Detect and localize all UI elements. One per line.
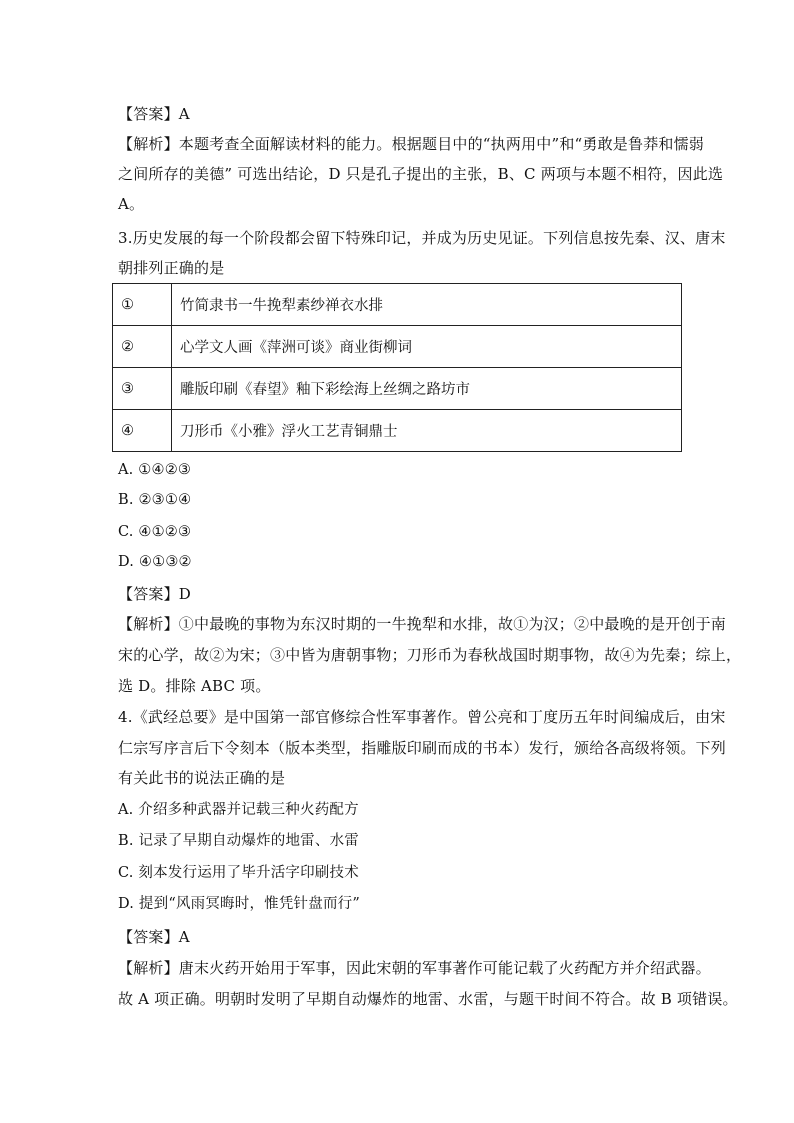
answer-label-q4: 【答案】A — [118, 928, 190, 946]
analysis-q2-line2: 之间所存的美德” 可选出结论，D 只是孔子提出的主张，B、C 两项与本题不相符，因此选 — [118, 165, 724, 183]
q3-option-b: B. ②③①④ — [118, 492, 192, 508]
q3-option-a: A. ①④②③ — [118, 462, 192, 478]
question-3-stem-line2: 朝排列正确的是 — [118, 259, 225, 277]
question-4-stem-line3: 有关此书的说法正确的是 — [118, 769, 286, 787]
q4-option-b: B. 记录了早期自动爆炸的地雷、水雷 — [118, 833, 359, 849]
analysis-q4-line1: 【解析】唐末火药开始用于军事，因此宋朝的军事著作可能记载了火药配方并介绍武器。 — [118, 959, 711, 977]
analysis-q3-line1: 【解析】①中最晚的事物为东汉时期的一牛挽犁和水排，故①为汉；②中最晚的是开创于南 — [118, 615, 727, 633]
question-4-stem-line1: 4.《武经总要》是中国第一部官修综合性军事著作。曾公亮和丁度历五年时间编成后，由宋 — [118, 708, 726, 726]
question-4-stem-line2: 仁宗写序言后下令刻本（版本类型，指雕版印刷而成的书本）发行，颁给各高级将领。下列 — [118, 739, 727, 757]
q3-option-d: D. ④①③② — [118, 554, 192, 570]
row-number: ④ — [113, 410, 172, 452]
answer-label-q3: 【答案】D — [118, 585, 192, 603]
row-number: ③ — [113, 368, 172, 410]
table-row — [113, 410, 682, 452]
analysis-q4-line2: 故 A 项正确。明朝时发明了早期自动爆炸的地雷、水雷，与题干时间不符合。故 B 项错误。 — [118, 990, 738, 1008]
row-text: 竹简隶书一牛挽犁素纱禅衣水排 — [172, 284, 682, 326]
question-3-stem-line1: 3.历史发展的每一个阶段都会留下特殊印记，并成为历史见证。下列信息按先秦、汉、唐末 — [118, 229, 726, 247]
q4-option-d: D. 提到“风雨冥晦时，惟凭针盘而行” — [118, 896, 360, 912]
table-row — [113, 368, 682, 410]
table-row — [113, 326, 682, 368]
analysis-q2-line3: A。 — [118, 195, 145, 213]
answer-label-q2: 【答案】A — [118, 105, 190, 123]
analysis-q3-line2: 宋的心学，故②为宋；③中皆为唐朝事物；刀形币为春秋战国时期事物，故④为先秦；综上， — [118, 646, 742, 664]
row-text: 心学文人画《萍洲可谈》商业街柳词 — [172, 326, 682, 368]
row-number: ② — [113, 326, 172, 368]
analysis-q2-line1: 【解析】本题考查全面解读材料的能力。根据题目中的“执两用中”和“勇敢是鲁莽和懦弱 — [118, 135, 705, 153]
analysis-q3-line3: 选 D。排除 ABC 项。 — [118, 677, 271, 695]
row-text: 雕版印刷《春望》釉下彩绘海上丝绸之路坊市 — [172, 368, 682, 410]
table-row — [113, 284, 682, 326]
row-number: ① — [113, 284, 172, 326]
q4-option-a: A. 介绍多种武器并记载三种火药配方 — [118, 802, 359, 818]
q3-option-c: C. ④①②③ — [118, 524, 192, 540]
q4-option-c: C. 刻本发行运用了毕升活字印刷技术 — [118, 865, 359, 881]
row-text: 刀形币《小雅》浮火工艺青铜鼎士 — [172, 410, 682, 452]
question-3-table — [112, 283, 682, 452]
